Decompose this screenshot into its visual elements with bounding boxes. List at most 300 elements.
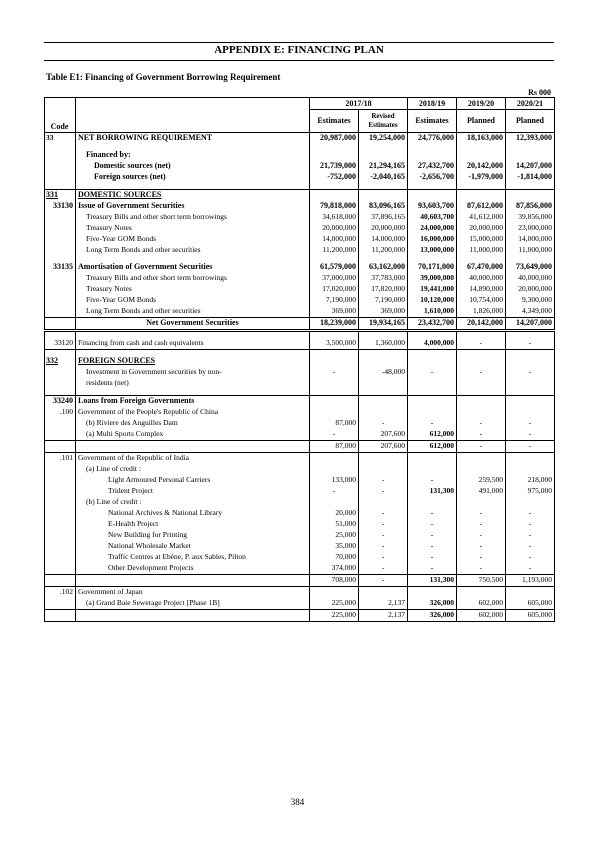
value-cell: [310, 407, 359, 418]
header-planned-2: Planned: [506, 110, 555, 133]
value-cell: -: [506, 418, 555, 429]
row-code: [45, 223, 76, 234]
value-cell: 19,441,000: [408, 284, 457, 295]
value-cell: -: [506, 367, 555, 378]
row-code: [45, 541, 76, 552]
table-row: [45, 486, 555, 497]
table-row: [45, 574, 555, 586]
value-cell: 40,000,000: [457, 273, 506, 284]
value-cell: 25,000: [310, 530, 359, 541]
row-label: Investment in Government securities by non-: [76, 367, 310, 378]
row-code: 33135: [45, 262, 76, 273]
value-cell: 18,163,000: [457, 132, 506, 144]
value-cell: 34,618,000: [310, 212, 359, 223]
value-cell: 11,000,000: [457, 245, 506, 256]
title-rule: [44, 60, 554, 61]
row-label: Treasury Notes: [76, 223, 310, 234]
row-label: Issue of Government Securities: [76, 201, 310, 212]
year-y2021: 2020/21: [506, 98, 555, 110]
row-label: NET BORROWING REQUIREMENT: [76, 132, 310, 144]
year-2017-18: 2017/18: [310, 98, 408, 110]
value-cell: [359, 150, 408, 161]
value-cell: -: [457, 367, 506, 378]
row-label: Long Term Bonds and other securities: [76, 306, 310, 318]
value-cell: [359, 586, 408, 598]
value-cell: 37,896,165: [359, 212, 408, 223]
value-cell: -: [506, 541, 555, 552]
value-cell: -: [408, 475, 457, 486]
value-cell: 16,000,000: [408, 234, 457, 245]
value-cell: -: [408, 563, 457, 575]
row-label: E-Health Project: [76, 519, 310, 530]
value-cell: -: [506, 429, 555, 441]
header-blank: [76, 110, 310, 133]
row-code: 33130: [45, 201, 76, 212]
value-cell: [506, 497, 555, 508]
value-cell: -48,000: [359, 367, 408, 378]
value-cell: [457, 407, 506, 418]
value-cell: 93,603,700: [408, 201, 457, 212]
table-row: [45, 306, 555, 318]
value-cell: 21,294,165: [359, 161, 408, 172]
value-cell: 10,754,000: [457, 295, 506, 306]
row-code: [45, 609, 76, 621]
value-cell: 612,000: [408, 440, 457, 452]
value-cell: 14,000,000: [310, 234, 359, 245]
value-cell: -: [457, 530, 506, 541]
value-cell: 20,000,000: [359, 223, 408, 234]
value-cell: 73,649,000: [506, 262, 555, 273]
value-cell: 218,000: [506, 475, 555, 486]
value-cell: 17,020,000: [310, 284, 359, 295]
value-cell: [310, 497, 359, 508]
table-row: [45, 212, 555, 223]
header-estimates-2: Estimates: [408, 110, 457, 133]
value-cell: 83,096,165: [359, 201, 408, 212]
row-code: [45, 161, 76, 172]
row-code: [45, 245, 76, 256]
value-cell: -: [310, 429, 359, 441]
row-label: Government of the People's Republic of China: [76, 407, 310, 418]
row-label: Treasury Bills and other short term borrowings: [76, 273, 310, 284]
header-row-years: [45, 98, 555, 110]
table-row: [45, 440, 555, 452]
value-cell: 23,432,700: [408, 317, 457, 330]
financing-table: [44, 97, 555, 622]
value-cell: 207,600: [359, 440, 408, 452]
value-cell: 87,000: [310, 418, 359, 429]
table-row: [45, 586, 555, 598]
row-label: Treasury Notes: [76, 284, 310, 295]
value-cell: 207,600: [359, 429, 408, 441]
table-row: [45, 552, 555, 563]
value-cell: 61,579,000: [310, 262, 359, 273]
row-label: (a) Grand Baie Sewerage Project [Phase 1B]: [76, 598, 310, 610]
appendix-title: APPENDIX E: FINANCING PLAN: [214, 44, 384, 56]
value-cell: 12,393,000: [506, 132, 555, 144]
table-row: [45, 563, 555, 575]
value-cell: [457, 452, 506, 464]
value-cell: [310, 395, 359, 407]
value-cell: 17,820,000: [359, 284, 408, 295]
value-cell: [359, 356, 408, 367]
value-cell: -752,000: [310, 172, 359, 183]
row-code: [45, 418, 76, 429]
value-cell: -: [506, 519, 555, 530]
value-cell: 20,142,000: [457, 317, 506, 330]
table-row: [45, 161, 555, 172]
row-label: residents (net): [76, 378, 310, 389]
table-row: [45, 245, 555, 256]
value-cell: 605,000: [506, 609, 555, 621]
value-cell: 20,987,000: [310, 132, 359, 144]
value-cell: -: [457, 440, 506, 452]
value-cell: [359, 407, 408, 418]
value-cell: -: [408, 519, 457, 530]
row-code: [45, 552, 76, 563]
value-cell: 18,239,000: [310, 317, 359, 330]
value-cell: 7,190,000: [310, 295, 359, 306]
row-code: [45, 317, 76, 330]
table-row: [45, 338, 555, 350]
value-cell: [408, 497, 457, 508]
row-code: [45, 234, 76, 245]
table-row: [45, 395, 555, 407]
row-label: Foreign sources (net): [76, 172, 310, 183]
row-label: National Archives & National Library: [76, 508, 310, 519]
value-cell: [506, 356, 555, 367]
spacer-row: [45, 330, 555, 338]
header-row-types: [45, 110, 555, 133]
value-cell: -: [408, 508, 457, 519]
value-cell: [408, 356, 457, 367]
value-cell: [310, 356, 359, 367]
value-cell: -: [506, 563, 555, 575]
table-row: [45, 519, 555, 530]
header-code: Code: [45, 110, 76, 133]
value-cell: [457, 586, 506, 598]
table-row: [45, 429, 555, 441]
value-cell: 87,612,000: [457, 201, 506, 212]
value-cell: [408, 378, 457, 389]
row-code: [45, 486, 76, 497]
value-cell: [359, 378, 408, 389]
value-cell: 9,300,000: [506, 295, 555, 306]
row-label: [76, 574, 310, 586]
value-cell: 14,207,000: [506, 317, 555, 330]
year-y1920: 2019/20: [457, 98, 506, 110]
row-label: DOMESTIC SOURCES: [76, 189, 310, 201]
row-code: [45, 598, 76, 610]
row-label: Loans from Foreign Governments: [76, 395, 310, 407]
value-cell: 20,000,000: [310, 223, 359, 234]
value-cell: -: [359, 530, 408, 541]
value-cell: 369,000: [310, 306, 359, 318]
value-cell: 39,856,000: [506, 212, 555, 223]
value-cell: -: [359, 552, 408, 563]
value-cell: -: [359, 418, 408, 429]
table-row: [45, 223, 555, 234]
value-cell: [310, 586, 359, 598]
value-cell: 14,890,000: [457, 284, 506, 295]
value-cell: [310, 378, 359, 389]
row-code: [45, 212, 76, 223]
year-y1819: 2018/19: [408, 98, 457, 110]
empty-cell: [359, 330, 408, 338]
value-cell: -: [408, 418, 457, 429]
empty-cell: [457, 330, 506, 338]
row-label: (b) Line of credit :: [76, 497, 310, 508]
value-cell: 708,000: [310, 574, 359, 586]
row-label: New Building for Printing: [76, 530, 310, 541]
value-cell: [359, 189, 408, 201]
value-cell: -: [506, 552, 555, 563]
table-row: [45, 356, 555, 367]
value-cell: [457, 378, 506, 389]
value-cell: 15,000,000: [457, 234, 506, 245]
table-row: [45, 132, 555, 144]
value-cell: [359, 464, 408, 475]
table-row: [45, 407, 555, 418]
table-row: [45, 273, 555, 284]
value-cell: [457, 464, 506, 475]
value-cell: 14,000,000: [506, 234, 555, 245]
value-cell: 975,000: [506, 486, 555, 497]
value-cell: [310, 189, 359, 201]
value-cell: 602,000: [457, 598, 506, 610]
value-cell: 20,000: [310, 508, 359, 519]
value-cell: -: [359, 574, 408, 586]
row-label: Traffic Centres at Ebène, P. aux Sables, Pilton: [76, 552, 310, 563]
units-label: Rs 000: [528, 88, 551, 97]
empty-cell: [506, 330, 555, 338]
value-cell: [408, 452, 457, 464]
header-revised-estimates: Revised Estimates: [359, 110, 408, 133]
value-cell: -: [359, 475, 408, 486]
table-row: [45, 172, 555, 183]
value-cell: -: [506, 530, 555, 541]
value-cell: 39,000,000: [408, 273, 457, 284]
row-label: Trident Project: [76, 486, 310, 497]
row-label: [76, 609, 310, 621]
value-cell: [310, 452, 359, 464]
value-cell: -: [359, 486, 408, 497]
value-cell: 326,000: [408, 598, 457, 610]
value-cell: 70,171,000: [408, 262, 457, 273]
value-cell: 70,000: [310, 552, 359, 563]
row-code: [45, 563, 76, 575]
value-cell: 750,500: [457, 574, 506, 586]
value-cell: -2,040,165: [359, 172, 408, 183]
empty-cell: [408, 330, 457, 338]
row-code: 33120: [45, 338, 76, 350]
table-row: [45, 497, 555, 508]
value-cell: 27,432,700: [408, 161, 457, 172]
value-cell: [457, 189, 506, 201]
value-cell: [506, 452, 555, 464]
value-cell: [408, 395, 457, 407]
row-code: 33: [45, 132, 76, 144]
value-cell: 1,826,000: [457, 306, 506, 318]
value-cell: 131,300: [408, 486, 457, 497]
row-code: [45, 574, 76, 586]
value-cell: -: [506, 440, 555, 452]
row-code: .101: [45, 452, 76, 464]
table-row: [45, 189, 555, 201]
value-cell: [408, 464, 457, 475]
value-cell: -2,656,700: [408, 172, 457, 183]
row-label: Financing from cash and cash equivalents: [76, 338, 310, 350]
value-cell: 1,610,000: [408, 306, 457, 318]
value-cell: [310, 464, 359, 475]
value-cell: 14,000,000: [359, 234, 408, 245]
value-cell: [408, 150, 457, 161]
row-label: Government of Japan: [76, 586, 310, 598]
value-cell: -: [310, 486, 359, 497]
value-cell: 10,120,000: [408, 295, 457, 306]
row-label: Other Development Projects: [76, 563, 310, 575]
table-row: [45, 367, 555, 378]
row-label: Five-Year GOM Bonds: [76, 295, 310, 306]
value-cell: [359, 452, 408, 464]
value-cell: -: [359, 563, 408, 575]
value-cell: -: [359, 519, 408, 530]
value-cell: 326,000: [408, 609, 457, 621]
value-cell: [506, 407, 555, 418]
row-code: [45, 273, 76, 284]
table-row: [45, 262, 555, 273]
header-estimates: Estimates: [310, 110, 359, 133]
value-cell: -: [457, 338, 506, 350]
row-label: Five-Year GOM Bonds: [76, 234, 310, 245]
row-label: [76, 440, 310, 452]
row-label: (a) Line of credit :: [76, 464, 310, 475]
row-code: [45, 172, 76, 183]
value-cell: -: [457, 552, 506, 563]
value-cell: [408, 189, 457, 201]
row-code: 332: [45, 356, 76, 367]
table-row: [45, 317, 555, 330]
value-cell: 605,000: [506, 598, 555, 610]
value-cell: -: [408, 530, 457, 541]
value-cell: 13,000,000: [408, 245, 457, 256]
value-cell: 2,137: [359, 609, 408, 621]
value-cell: [457, 497, 506, 508]
value-cell: -: [359, 541, 408, 552]
value-cell: 37,783,000: [359, 273, 408, 284]
row-code: [45, 497, 76, 508]
value-cell: 40,000,000: [506, 273, 555, 284]
value-cell: [506, 189, 555, 201]
value-cell: 63,162,000: [359, 262, 408, 273]
value-cell: -1,979,000: [457, 172, 506, 183]
value-cell: 4,000,000: [408, 338, 457, 350]
row-code: [45, 508, 76, 519]
value-cell: -: [310, 367, 359, 378]
row-label: Net Government Securities: [76, 317, 310, 330]
value-cell: [310, 150, 359, 161]
row-code: [45, 378, 76, 389]
header-blank: [76, 98, 310, 110]
value-cell: 1,193,000: [506, 574, 555, 586]
row-code: [45, 306, 76, 318]
row-code: [45, 284, 76, 295]
top-rule: [44, 42, 554, 43]
table-row: [45, 609, 555, 621]
value-cell: 133,000: [310, 475, 359, 486]
table-row: [45, 508, 555, 519]
value-cell: 491,000: [457, 486, 506, 497]
row-code: [45, 429, 76, 441]
row-code: [45, 295, 76, 306]
value-cell: [506, 586, 555, 598]
value-cell: 612,000: [408, 429, 457, 441]
value-cell: [408, 407, 457, 418]
value-cell: 602,000: [457, 609, 506, 621]
row-label: National Wholesale Market: [76, 541, 310, 552]
value-cell: [408, 586, 457, 598]
row-code: 331: [45, 189, 76, 201]
page-number: 384: [290, 797, 305, 807]
header-blank: [45, 98, 76, 110]
value-cell: [506, 395, 555, 407]
table-row: [45, 475, 555, 486]
value-cell: 374,000: [310, 563, 359, 575]
row-label: Light Armoured Personal Carriers: [76, 475, 310, 486]
value-cell: -: [506, 338, 555, 350]
row-code: [45, 464, 76, 475]
value-cell: [457, 395, 506, 407]
row-label: (b) Riviere des Anguilles Dam: [76, 418, 310, 429]
row-label: Government of the Republic of India: [76, 452, 310, 464]
empty-cell: [76, 330, 310, 338]
row-code: .102: [45, 586, 76, 598]
value-cell: -: [408, 367, 457, 378]
table-row: [45, 284, 555, 295]
value-cell: 2,137: [359, 598, 408, 610]
row-code: [45, 530, 76, 541]
table-row: [45, 295, 555, 306]
table-row: [45, 418, 555, 429]
table-row: [45, 541, 555, 552]
value-cell: 19,934,165: [359, 317, 408, 330]
value-cell: 369,000: [359, 306, 408, 318]
row-label: Long Term Bonds and other securities: [76, 245, 310, 256]
row-label: Domestic sources (net): [76, 161, 310, 172]
value-cell: 3,500,000: [310, 338, 359, 350]
value-cell: -: [408, 541, 457, 552]
table-row: [45, 530, 555, 541]
value-cell: 87,856,000: [506, 201, 555, 212]
value-cell: -: [457, 519, 506, 530]
value-cell: 20,000,000: [506, 284, 555, 295]
value-cell: [359, 497, 408, 508]
value-cell: 21,739,000: [310, 161, 359, 172]
value-cell: -: [457, 508, 506, 519]
value-cell: 11,200,000: [359, 245, 408, 256]
header-planned-1: Planned: [457, 110, 506, 133]
row-label: Treasury Bills and other short term borrowings: [76, 212, 310, 223]
empty-cell: [45, 330, 76, 338]
value-cell: 20,142,000: [457, 161, 506, 172]
value-cell: 24,776,000: [408, 132, 457, 144]
value-cell: -: [457, 541, 506, 552]
value-cell: 14,207,000: [506, 161, 555, 172]
value-cell: -: [359, 508, 408, 519]
value-cell: -: [506, 508, 555, 519]
value-cell: 11,000,000: [506, 245, 555, 256]
value-cell: 23,000,000: [506, 223, 555, 234]
